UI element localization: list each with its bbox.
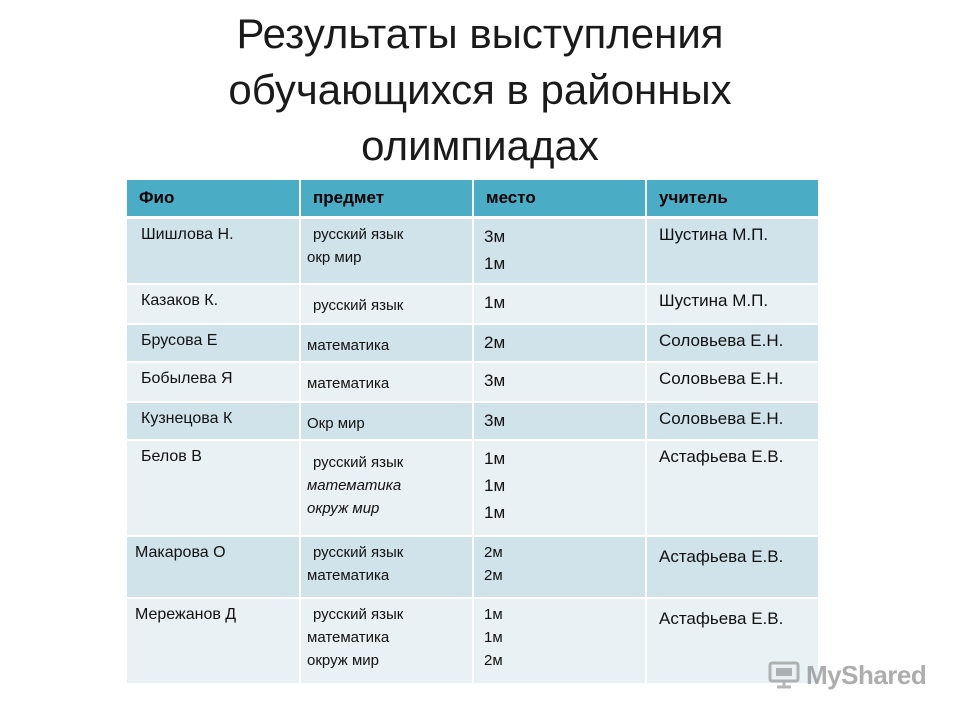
place: 1м — [484, 254, 506, 273]
teacher-name: Соловьева Е.Н. — [646, 402, 819, 440]
teacher-name: Шустина М.П. — [646, 284, 819, 324]
place: 2м — [484, 651, 503, 669]
title-line-3: олимпиадах — [361, 122, 599, 169]
subject: математика — [307, 566, 390, 584]
place-cell — [473, 598, 646, 684]
place: 2м — [484, 543, 503, 561]
student-name: Макарова О — [127, 536, 300, 598]
subject: математика — [307, 476, 402, 494]
place: 1м — [484, 448, 506, 468]
table-row — [127, 598, 819, 684]
projector-screen-icon — [768, 661, 800, 689]
place-cell — [473, 362, 646, 402]
subject-cell — [300, 362, 473, 402]
table-row — [127, 536, 819, 598]
place: 1м — [484, 475, 506, 495]
watermark — [768, 658, 926, 692]
subject-cell — [300, 598, 473, 684]
table-row — [127, 218, 819, 284]
subject-cell — [300, 440, 473, 536]
place: 2м — [484, 566, 503, 584]
page-title — [0, 6, 960, 174]
subject-cell — [300, 536, 473, 598]
subject: русский язык — [313, 296, 404, 314]
teacher-name: Астафьева Е.В. — [646, 440, 819, 536]
results-table — [127, 180, 820, 685]
place: 3м — [484, 370, 506, 390]
place-cell — [473, 218, 646, 284]
title-line-1: Результаты выступления — [236, 10, 724, 57]
table-header-row — [127, 180, 819, 218]
subject-cell — [300, 218, 473, 284]
place-cell — [473, 284, 646, 324]
place: 1м — [484, 605, 503, 623]
header-subject: предмет — [300, 180, 473, 218]
student-name: Брусова Е — [127, 324, 300, 362]
teacher-name: Астафьева Е.В. — [646, 536, 819, 598]
subject: математика — [307, 628, 390, 646]
header-teacher: учитель — [646, 180, 819, 218]
place-cell — [473, 536, 646, 598]
subject: русский язык — [313, 543, 404, 561]
subject: окр мир — [307, 249, 362, 266]
place: 3м — [484, 227, 506, 246]
student-name: Мережанов Д — [127, 598, 300, 684]
teacher-name: Астафьева Е.В. — [646, 598, 819, 684]
place-cell — [473, 402, 646, 440]
subject-cell — [300, 402, 473, 440]
subject: русский язык — [313, 605, 404, 623]
subject: окруж мир — [307, 651, 379, 669]
header-place: место — [473, 180, 646, 218]
place: 2м — [484, 332, 506, 352]
watermark-text: MyShared — [806, 659, 927, 690]
table-row — [127, 362, 819, 402]
student-name: Белов В — [127, 440, 300, 536]
place: 3м — [484, 410, 506, 430]
table-row — [127, 284, 819, 324]
place-cell — [473, 324, 646, 362]
subject: русский язык — [313, 453, 404, 471]
student-name: Казаков К. — [127, 284, 300, 324]
place: 1м — [484, 628, 503, 646]
table-row — [127, 440, 819, 536]
subject-cell — [300, 324, 473, 362]
table-row — [127, 402, 819, 440]
place: 1м — [484, 502, 506, 522]
subject: окруж мир — [307, 499, 380, 517]
student-name: Кузнецова К — [127, 402, 300, 440]
teacher-name: Соловьева Е.Н. — [646, 324, 819, 362]
place-cell — [473, 440, 646, 536]
teacher-name: Шустина М.П. — [646, 218, 819, 284]
subject: Окр мир — [307, 414, 365, 432]
title-line-2: обучающихся в районных — [228, 66, 732, 113]
teacher-name: Соловьева Е.Н. — [646, 362, 819, 402]
student-name: Шишлова Н. — [127, 218, 300, 284]
subject: математика — [307, 374, 390, 392]
place: 1м — [484, 292, 506, 312]
table-row — [127, 324, 819, 362]
subject: математика — [307, 336, 390, 354]
header-name: Фио — [127, 180, 300, 218]
student-name: Бобылева Я — [127, 362, 300, 402]
subject-cell — [300, 284, 473, 324]
subject: русский язык — [313, 226, 404, 243]
